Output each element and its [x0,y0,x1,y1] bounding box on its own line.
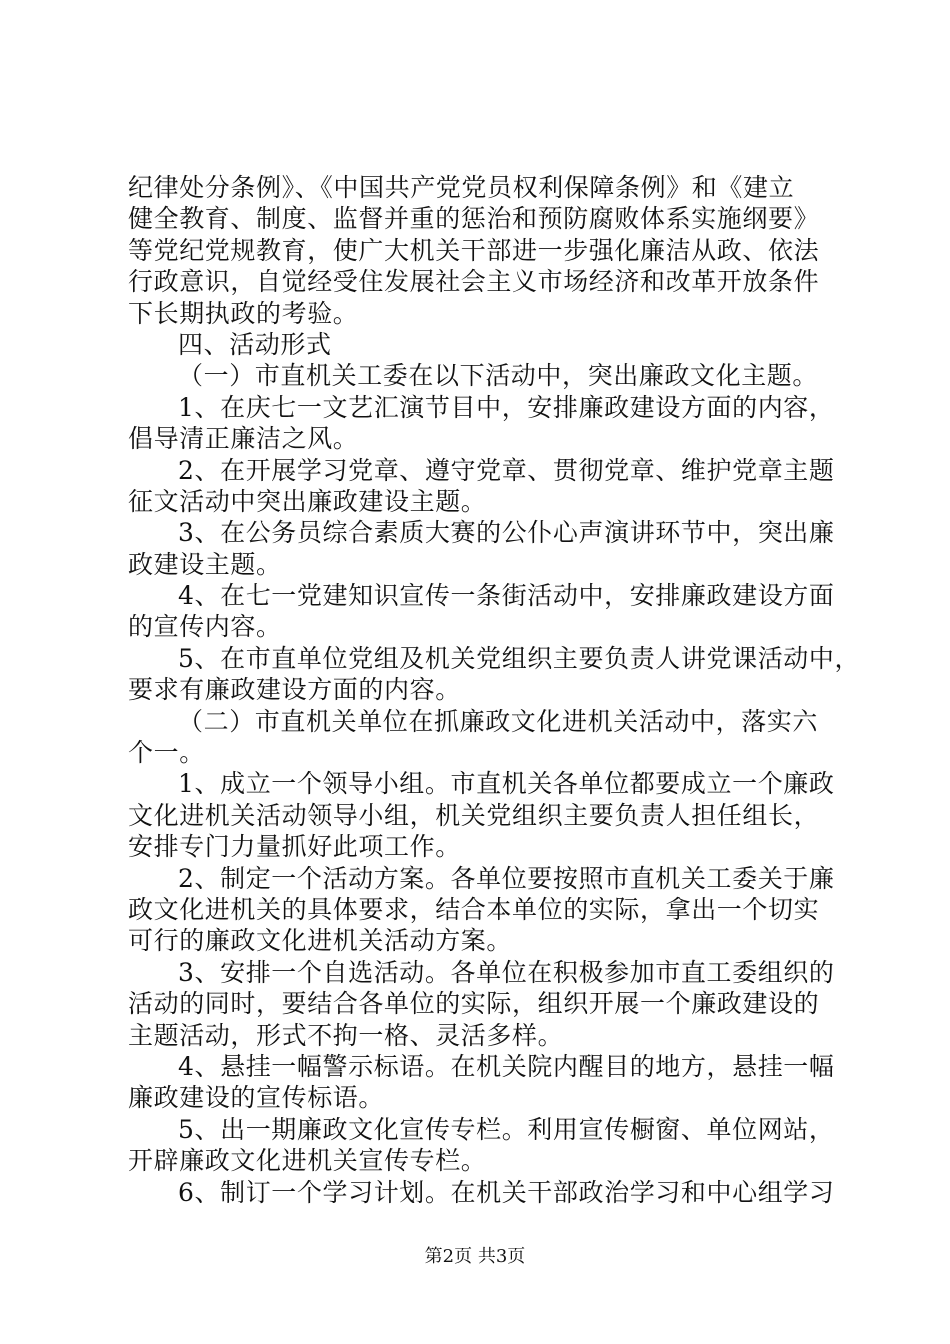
text-line: 健全教育、制度、监督并重的惩治和预防腐败体系实施纲要》 [128,204,820,234]
document-body [128,172,861,1208]
subsection-heading: （一）市直机关工委在以下活动中，突出廉政文化主题。 [178,361,819,391]
text-line: 2、制定一个活动方案。各单位要按照市直机关工委关于廉 [178,863,835,893]
text-line: 1、成立一个领导小组。市直机关各单位都要成立一个廉政 [178,769,835,799]
text-line: 2、在开展学习党章、遵守党章、贯彻党章、维护党章主题 [178,455,835,485]
subsection-heading: （二）市直机关单位在抓廉政文化进机关活动中，落实六 [178,706,819,736]
text-line: 纪律处分条例》、《中国共产党党员权利保障条例》和《建立 [128,173,795,202]
text-line: 1、在庆七一文艺汇演节目中，安排廉政建设方面的内容， [178,392,835,422]
text-line: 文化进机关活动领导小组，机关党组织主要负责人担任组长， [128,800,820,830]
text-line: 4、在七一党建知识宣传一条街活动中，安排廉政建设方面 [178,581,835,611]
text-line: 征文活动中突出廉政建设主题。 [128,486,487,516]
text-line: 的宣传内容。 [128,612,282,642]
text-line: 4、悬挂一幅警示标语。在机关院内醒目的地方，悬挂一幅 [178,1051,835,1081]
text-line: 5、在市直单位党组及机关党组织主要负责人讲党课活动中， [178,643,861,673]
text-line: 3、在公务员综合素质大赛的公仆心声演讲环节中，突出廉 [178,518,835,548]
text-line: 3、安排一个自选活动。各单位在积极参加市直工委组织的 [178,957,835,987]
text-line: 要求有廉政建设方面的内容。 [128,675,461,705]
text-line: 行政意识，自觉经受住发展社会主义市场经济和改革开放条件 [128,267,820,297]
text-line: 等党纪党规教育，使广大机关干部进一步强化廉洁从政、依法 [128,235,820,265]
section-heading: 四、活动形式 [178,329,332,359]
text-line: 6、制订一个学习计划。在机关干部政治学习和中心组学习 [178,1177,835,1207]
text-line: 活动的同时，要结合各单位的实际，组织开展一个廉政建设的 [128,989,820,1019]
text-line: 政建设主题。 [128,549,282,579]
text-line: 个一。 [128,738,205,768]
page-number-footer: 第2页 共3页 [424,1246,526,1267]
text-line: 5、出一期廉政文化宣传专栏。利用宣传橱窗、单位网站， [178,1114,835,1144]
text-line: 政文化进机关的具体要求，结合本单位的实际，拿出一个切实 [128,894,820,924]
text-line: 主题活动，形式不拘一格、灵活多样。 [128,1020,564,1050]
text-line: 下长期执政的考验。 [128,298,359,328]
text-line: 廉政建设的宣传标语。 [128,1083,385,1113]
text-line: 开辟廉政文化进机关宣传专栏。 [128,1146,487,1176]
text-line: 安排专门力量抓好此项工作。 [128,832,461,862]
text-line: 倡导清正廉洁之风。 [128,424,359,454]
text-line: 可行的廉政文化进机关活动方案。 [128,926,513,956]
